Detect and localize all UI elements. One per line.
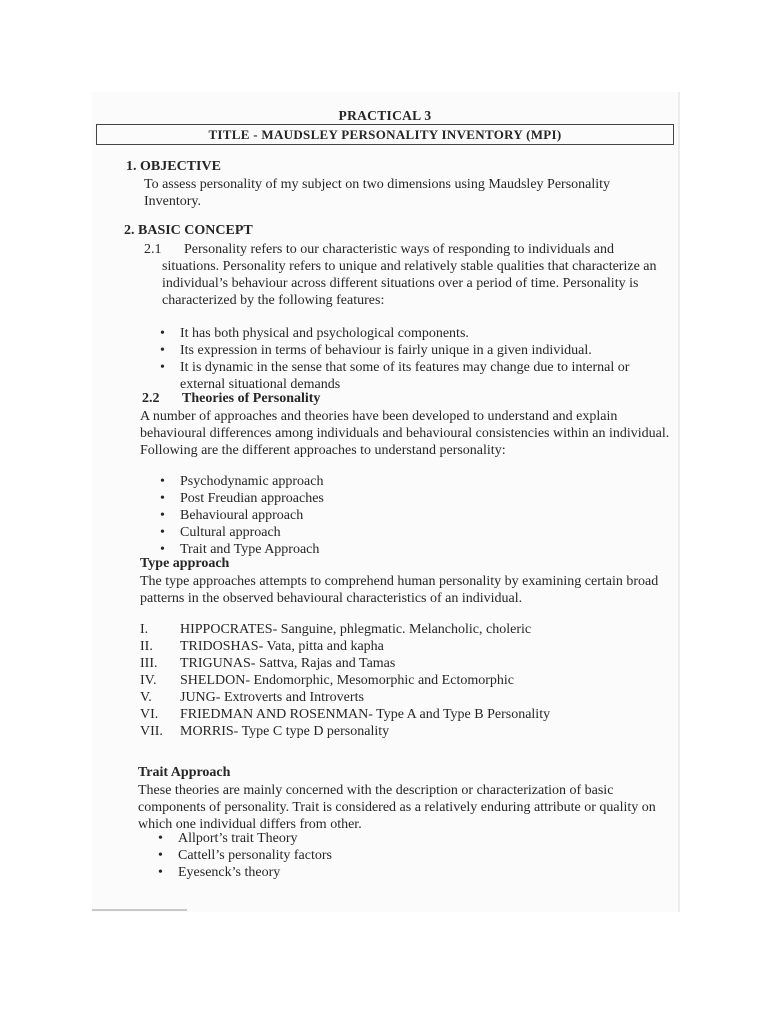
list-text: FRIEDMAN AND ROSENMAN- Type A and Type B Personality xyxy=(180,707,551,722)
list-number: V. xyxy=(140,690,152,705)
trait-theories-list xyxy=(158,830,674,881)
personality-features-list xyxy=(160,325,674,393)
objective-heading: 1. OBJECTIVE xyxy=(126,159,221,174)
personality-definition-text: Personality refers to our characteristic ways of responding to individuals and situations. Personality refers to unique and relatively stable qualities that characterize an individual’s behaviour across different situations over a period of time. Personality is characterized by the following features: xyxy=(162,242,657,308)
section-number-2-2: 2.2 xyxy=(142,391,160,406)
list-item: • It is dynamic in the sense that some of its features may change due to internal or external situational demands xyxy=(160,359,674,393)
list-item: • Post Freudian approaches xyxy=(160,490,674,507)
list-item: • Eyesenck’s theory xyxy=(158,864,674,881)
type-theories-list xyxy=(140,621,674,740)
list-text: TRIDOSHAS- Vata, pitta and kapha xyxy=(180,639,384,654)
list-number: III. xyxy=(140,656,158,671)
type-approach-text: The type approaches attempts to comprehend human personality by examining certain broad patterns in the observed behavioural characteristics of an individual. xyxy=(140,574,659,606)
objective-text: To assess personality of my subject on two dimensions using Maudsley Personality Inventory. xyxy=(144,177,611,209)
list-item: • Trait and Type Approach xyxy=(160,541,674,558)
basic-concept-heading: 2. BASIC CONCEPT xyxy=(124,223,253,238)
list-item xyxy=(140,621,674,638)
list-item: • Allport’s trait Theory xyxy=(158,830,674,847)
list-number: VI. xyxy=(140,707,159,722)
list-number: II. xyxy=(140,639,153,654)
type-approach-heading: Type approach xyxy=(140,556,230,571)
list-item xyxy=(140,706,674,723)
list-item xyxy=(140,689,674,706)
trait-approach-heading: Trait Approach xyxy=(138,765,231,780)
theories-heading: Theories of Personality xyxy=(182,391,321,406)
list-number: VII. xyxy=(140,724,163,739)
practical-heading: PRACTICAL 3 xyxy=(338,108,432,123)
document-page xyxy=(92,92,680,912)
list-item: • Behavioural approach xyxy=(160,507,674,524)
list-item: • Cultural approach xyxy=(160,524,674,541)
list-text: SHELDON- Endomorphic, Mesomorphic and Ectomorphic xyxy=(180,673,514,688)
list-item xyxy=(140,638,674,655)
list-item: • Psychodynamic approach xyxy=(160,473,674,490)
list-number: IV. xyxy=(140,673,157,688)
list-text: JUNG- Extroverts and Introverts xyxy=(180,690,364,705)
list-item xyxy=(140,723,674,740)
title-box: TITLE - MAUDSLEY PERSONALITY INVENTORY (MPI) xyxy=(96,124,674,145)
list-item xyxy=(140,672,674,689)
bottom-divider xyxy=(92,909,187,911)
list-text: HIPPOCRATES- Sanguine, phlegmatic. Melancholic, choleric xyxy=(180,622,532,637)
list-item: • Cattell’s personality factors xyxy=(158,847,674,864)
list-item: • Its expression in terms of behaviour is fairly unique in a given individual. xyxy=(160,342,674,359)
list-text: TRIGUNAS- Sattva, Rajas and Tamas xyxy=(180,656,396,671)
section-number-2-1: 2.1 xyxy=(144,242,162,257)
list-number: I. xyxy=(140,622,149,637)
approaches-list xyxy=(160,473,674,558)
list-item: • It has both physical and psychological components. xyxy=(160,325,674,342)
list-item xyxy=(140,655,674,672)
list-text: MORRIS- Type C type D personality xyxy=(180,724,390,739)
theories-text: A number of approaches and theories have been developed to understand and explain behavioural differences among individuals and behavioural consistencies within an individual. Following are the different approaches to understand personality: xyxy=(140,409,670,458)
trait-approach-text: These theories are mainly concerned with the description or characterization of basic components of personality. Trait is considered as a relatively enduring attribute or quality on which one individual differs from other. xyxy=(138,783,656,832)
